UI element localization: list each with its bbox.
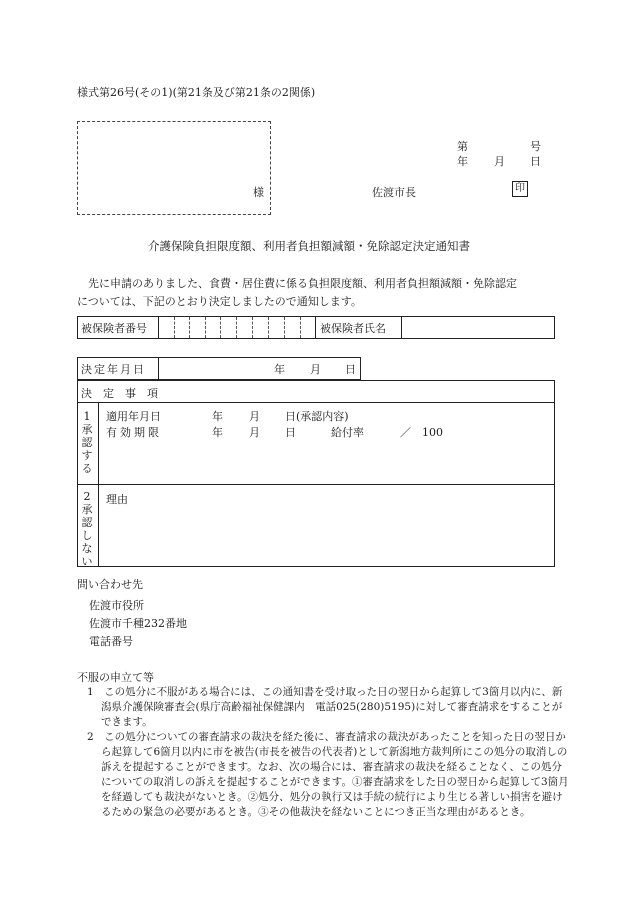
apply-day-label: 日(承認内容) [285,410,349,423]
contact-office: 佐渡市役所 [89,599,144,612]
decision-date-label: 決定年月日 [81,363,146,376]
date-year-label: 年 [457,155,468,168]
benefit-rate-label: 給付率 [331,426,364,439]
decision-items-label: 決 定 事 項 [81,387,158,400]
intro-line-1: 先に申請のありました、食費・居住費に係る負担限度額、利用者負担額減額・免除認定 [88,277,517,290]
insured-name-field[interactable] [402,317,554,338]
date-day-label: 日 [530,155,541,168]
form-id: 様式第26号(その1)(第21条及び第21条の2関係) [77,86,316,99]
expiry-year-label: 年 [212,426,223,439]
benefit-rate-value: ／ 100 [400,426,443,439]
date-month-label: 月 [494,155,505,168]
document-title: 介護保険負担限度額、利用者負担額減額・免除認定決定通知書 [148,239,470,253]
contact-heading: 問い合わせ先 [77,578,143,591]
address-block [77,121,271,215]
decision-year-label: 年 [274,363,285,376]
insured-name-label: 被保険者氏名 [320,322,386,335]
approve-side-label: 1承認する [81,410,93,475]
apply-year-label: 年 [212,410,223,423]
appeal-item-1: 1 この処分に不服がある場合には、この通知書を受け取った日の翌日から起算して3箇月以内に、新潟県介護保険審査会(県庁高齢福祉保健課内 電話025(280)5195)に対して審査請求をすることができます。 [87,686,563,728]
doc-number-prefix: 第 [457,140,468,153]
expiry-day-label: 日 [285,426,296,439]
contact-phone-label: 電話番号 [89,635,133,648]
contact-address: 佐渡市千種232番地 [89,617,187,630]
decision-day-label: 日 [345,363,356,376]
apply-date-label: 適用年月日 [106,410,161,423]
issuer-name: 佐渡市長 [372,186,416,199]
appeal-item-2: 2 この処分についての審査請求の裁決を経た後に、審査請求の裁決があったことを知った日の翌日から起算して6箇月以内に市を被告(市長を被告の代表者)として新潟地方裁判所にこの処分の取消しの訴えを提起することができます。なお、次の場合には、審査請求の裁決を経ることなく、この処分についての取消しの訴えを提起することができます。①審査請求をした日の翌日から起算して3箇月を経過しても裁決がないとき。②処分、処分の執行又は手続の続行により生じる著しい損害を避けるための緊急の必要があるとき。③その他裁決を経ないことにつき正当な理由があるとき。 [87,731,569,818]
reason-label: 理由 [106,493,128,506]
expiry-month-label: 月 [249,426,260,439]
apply-month-label: 月 [249,410,260,423]
expiry-label: 有効期限 [106,426,162,439]
doc-number-suffix: 号 [530,140,541,153]
deny-side-label: 2承認しない [81,490,93,568]
intro-line-2: については、下記のとおり決定しましたので通知します。 [77,295,362,308]
seal-mark: 印 [512,181,528,197]
recipient-honorific: 様 [253,186,264,199]
appeal-heading: 不服の申立て等 [77,671,154,684]
insured-number-label: 被保険者番号 [81,322,147,335]
decision-month-label: 月 [310,363,321,376]
